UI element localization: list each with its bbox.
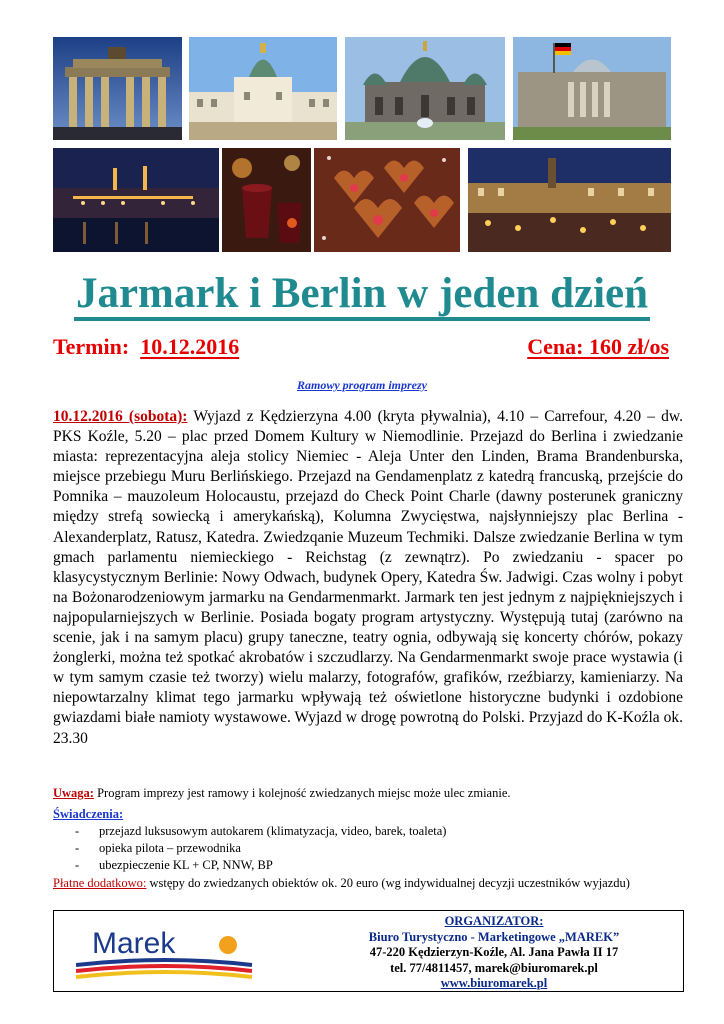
note-label: Uwaga:	[53, 786, 94, 800]
term-date: 10.12.2016	[140, 334, 240, 359]
program-subtitle: Ramowy program imprezy	[296, 378, 427, 392]
program-description	[53, 407, 683, 749]
gingerbread-hearts-photo	[314, 148, 460, 252]
mulled-wine-photo	[222, 148, 311, 252]
program-text: Wyjazd z Kędzierzyna 4.00 (kryta pływalnia), 4.10 – Carrefour, 4.20 – dw. PKS Koźle, 5.20 – plac przed Domem Kultury w Niemodlinie. Przejazd do Berlina i zwiedzanie miasta: reprezentacyjna aleja stolicy Niemiec - Aleja Unter den Linden, Brama Brandenburska, miejsce przebiegu Muru Berlińskiego. Przejazd na Gendamenplatz z katedrą francuską, przejście do Pomnika – mauzoleum Holocaustu, przejazd do Check Point Charle (dawny posterunek graniczny między strefą sowiecką i amerykańską), Kolumna Zwycięstwa, najsłynniejszy plac Berlina - Alexanderplatz, Ratusz, Katedra. Zwiedzqanie Muzeum Techmiki. Dalsze zwiedzanie Berlina w tym gmach parlamentu niemieckiego - Reichstag (z zewnątrz). Po zwiedzaniu - spacer po klasycystycznym Berlinie: Nowy Odwach, budynek Opery, Katedra Św. Jadwigi. Czas wolny i pobyt na Bożonarodzeniowym jarmarku na Gendarmenmarkt. Jarmark ten jest jednym z najpiękniejszych i najpopularniejszych w Berlinie. Posiada bogaty program artystyczny. Występują tutaj (zarówno na scenie, jak i na samym placu) grupy taneczne, teatry ognia, odbywają się koncerty chórów, pokazy żonglerki, można też spotkać akrobatów i szczudlarzy. Na Gendarmenmarkt swoje prace wystawia (i w tym samym czasie też tworzy) wielu malarzy, fotografów, grafików, rzeźbiarzy, kamieniarzy. Na niepowtarzalny klimat tego jarmarku wpływają też oświetlone historyczne budynki i ozdobione gwiazdami białe namioty wystawowe. Wyjazd w drogę powrotną do Polski. Przyjazd do K-Koźla ok. 23.30	[53, 408, 683, 747]
program-date-label: 10.12.2016 (sobota):	[53, 408, 188, 425]
extra-text: wstępy do zwiedzanych obiektów ok. 20 euro (wg indywidualnej decyzji uczestników wyjazdu)	[149, 876, 630, 890]
charlottenburg-palace-photo	[189, 37, 337, 140]
note-line	[53, 785, 683, 801]
benefits-heading: Świadczenia:	[53, 807, 124, 821]
organizer-website-link[interactable]: www.biuromarek.pl	[440, 976, 548, 991]
note-text: Program imprezy jest ramowy i kolejność zwiedzanych miejsc może ulec zmianie.	[97, 786, 511, 800]
organizer-heading: ORGANIZATOR:	[444, 914, 544, 928]
organizer-name: Biuro Turystyczno - Marketingowe „MAREK”	[368, 929, 620, 944]
marek-logo	[76, 921, 296, 985]
list-item: - ubezpieczenie KL + CP, NNW, BP	[75, 858, 273, 872]
extra-label: Płatne dodatkowo:	[53, 876, 147, 890]
page-title: Jarmark i Berlin w jeden dzień	[0, 268, 724, 320]
berlin-night-river-photo	[53, 148, 219, 252]
reichstag-photo	[513, 37, 671, 140]
trip-date	[53, 332, 239, 362]
organizer-address: 47-220 Kędzierzyn-Koźle, Al. Jana Pawła II 17	[369, 945, 619, 960]
christmas-market-photo	[468, 148, 671, 252]
trip-price: Cena: 160 zł/os	[527, 334, 669, 359]
list-item: - opieka pilota – przewodnika	[75, 841, 241, 855]
organizer-contact: tel. 77/4811457, marek@biuromarek.pl	[390, 960, 598, 975]
brandenburg-gate-photo	[53, 37, 182, 140]
organizer-box	[53, 910, 684, 992]
berlin-cathedral-photo	[345, 37, 505, 140]
extra-costs	[53, 875, 683, 891]
term-label: Termin:	[53, 334, 130, 359]
list-item: - przejazd luksusowym autokarem (klimatyzacja, video, barek, toaleta)	[75, 824, 447, 838]
logo-text: Marek	[92, 927, 176, 960]
benefits-list	[75, 823, 446, 874]
organizer-info	[324, 914, 664, 992]
